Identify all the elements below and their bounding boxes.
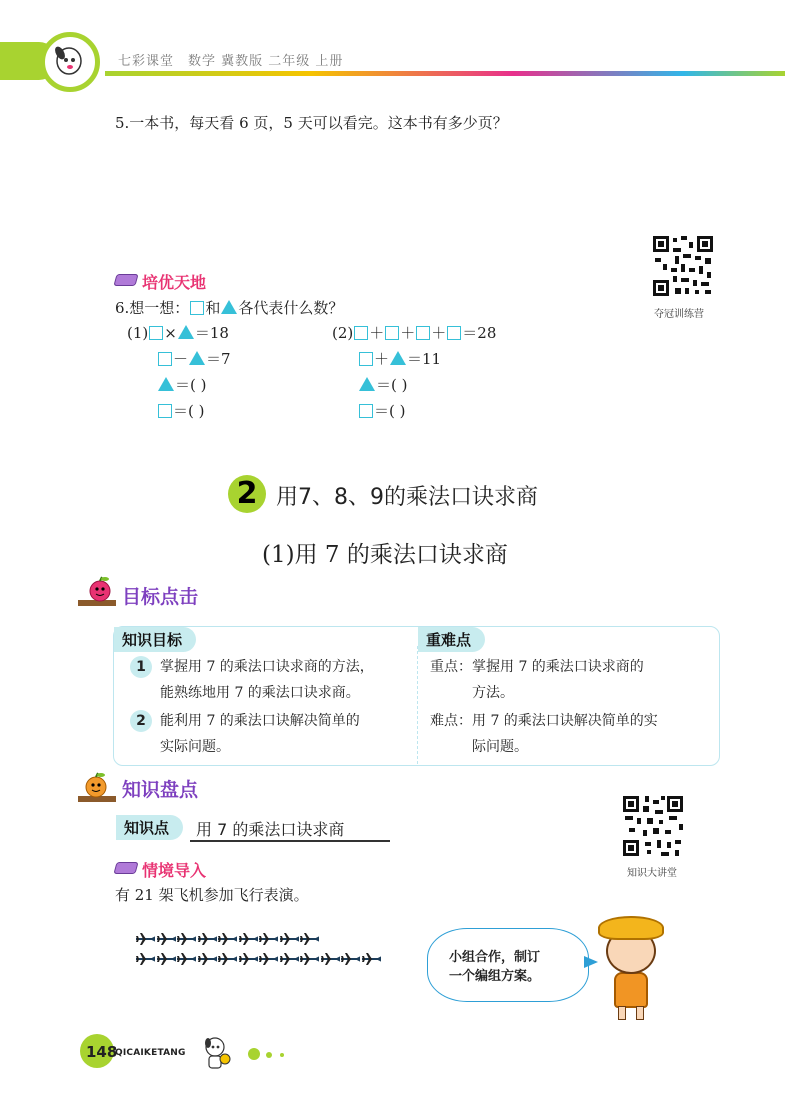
goal-1-line-2: 能熟练地用 7 的乘法口诀求商。 [160,685,360,701]
plane-icon [156,952,176,966]
plane-icon [258,932,278,946]
question-5: 5.一本书，每天看 6 页，5 天可以看完。这本书有多少页？ [115,114,508,132]
header-rainbow-line [105,71,785,76]
q6-left-eq1 [127,322,229,343]
section-title-situation: 情境导入 [142,861,207,880]
operator: － [173,350,189,368]
plane-icon [279,952,299,966]
plane-icon [279,932,299,946]
q6-and: 和 [205,299,221,317]
qr-label: 夺冠训练营 [654,309,704,320]
girl-character-hat [598,916,664,940]
goal-divider [417,646,418,764]
footer-dot [280,1053,284,1057]
triangle-shape [221,300,237,314]
plane-icon [197,932,217,946]
triangle-shape [158,377,174,391]
q6-prompt: 6.想一想： [115,299,190,317]
plane-icon [176,932,196,946]
square-shape [359,404,373,418]
knowledge-goal-label: 知识目标 [114,627,196,652]
goal-number-badge: 2 [130,710,152,732]
plane-icon [135,952,155,966]
square-shape [354,326,368,340]
q6-right-ans-sq [358,400,405,421]
square-shape [149,326,163,340]
goal-2-line-1: 能利用 7 的乘法口诀解决简单的 [160,713,360,729]
knowledge-point-text: 用 7 的乘法口诀求商 [196,820,345,839]
footer-dot [266,1052,272,1058]
q6-question: 各代表什么数？ [238,299,344,317]
square-shape [385,326,399,340]
square-shape [158,404,172,418]
plane-icon [135,932,155,946]
mascot-logo-icon [40,32,100,92]
triangle-shape [178,325,194,339]
square-shape [359,352,373,366]
triangle-shape [390,351,406,365]
q6-right-ans-tri [358,374,407,395]
lesson-number-badge: 2 [228,475,266,513]
lesson-title: 用7、8、9的乘法口诀求商 [276,485,538,510]
q6-right-label: (2) [332,324,354,342]
square-shape [416,326,430,340]
key-points-label: 重难点 [418,627,485,652]
plane-icon [258,952,278,966]
result: ＝28 [462,324,497,342]
knowledge-point-label: 知识点 [116,815,183,840]
header-title: 七彩课堂 数学 冀教版 二年级 上册 [118,54,344,69]
answer-blank: ＝( ) [376,376,408,394]
girl-leg [636,1006,644,1020]
q6-left-ans-sq [157,400,204,421]
triangle-shape [189,351,205,365]
plane-icon [217,952,237,966]
question-6 [115,297,343,318]
qr-code-icon [621,794,685,858]
mascot-footer-icon [198,1035,232,1073]
answer-blank: ＝( ) [173,402,205,420]
footer-brand: QICAIKETANG [115,1048,186,1058]
result: ＝7 [206,350,231,368]
plane-icon [299,952,319,966]
goal-1-line-1: 掌握用 7 的乘法口诀求商的方法， [160,659,374,675]
page-number: 148 [86,1043,118,1061]
plane-icon [340,952,360,966]
plane-icon [320,952,340,966]
knowledge-point-underline [190,840,390,842]
goal-number-badge: 1 [130,656,152,678]
plane-icon [238,952,258,966]
answer-blank: ＝( ) [175,376,207,394]
square-shape [158,352,172,366]
section-title-enrich: 培优天地 [142,273,207,292]
bubble-line-2: 一个编组方案。 [449,969,541,984]
qr-code-icon [651,234,715,298]
planes-group [135,932,385,972]
plane-icon [176,952,196,966]
operator: ＋ [431,324,447,342]
apple-mascot-icon [76,772,118,804]
result: ＝11 [407,350,442,368]
tag-icon [113,862,138,874]
triangle-shape [359,377,375,391]
square-shape [190,301,204,315]
lesson-subtitle: (1)用 7 的乘法口诀求商 [262,542,508,568]
operator: × [164,324,177,342]
section-title-inventory: 知识盘点 [122,779,199,801]
girl-character-body [614,972,648,1008]
speech-bubble-text [449,948,540,986]
key-point-line-1: 重点：掌握用 7 的乘法口诀求商的 [430,659,644,675]
q6-right-eq2 [358,348,441,369]
q6-left-label: (1) [127,324,149,342]
difficult-point-line-1: 难点：用 7 的乘法口诀解决简单的实 [430,713,658,729]
result: ＝18 [194,324,229,342]
operator: ＋ [369,324,385,342]
operator: ＋ [400,324,416,342]
plane-icon [238,932,258,946]
speech-bubble-tail [584,956,598,968]
operator: ＋ [374,350,390,368]
apple-mascot-icon [76,576,118,608]
goal-2-line-2: 实际问题。 [160,739,230,755]
footer-dot [248,1048,260,1060]
plane-icon [217,932,237,946]
square-shape [447,326,461,340]
qr-label: 知识大讲堂 [627,868,677,879]
plane-icon [361,952,381,966]
difficult-point-line-2: 际问题。 [472,739,528,755]
situation-text: 有 21 架飞机参加飞行表演。 [115,886,309,904]
section-title-target: 目标点击 [122,586,199,608]
q6-left-ans-tri [157,374,206,395]
girl-leg [618,1006,626,1020]
plane-icon [299,932,319,946]
bubble-line-1: 小组合作，制订 [449,950,541,965]
tag-icon [113,274,138,286]
plane-icon [197,952,217,966]
q6-right-eq1 [332,322,496,343]
answer-blank: ＝( ) [374,402,406,420]
plane-icon [156,932,176,946]
q6-left-eq2 [157,348,231,369]
key-point-line-2: 方法。 [472,685,514,701]
